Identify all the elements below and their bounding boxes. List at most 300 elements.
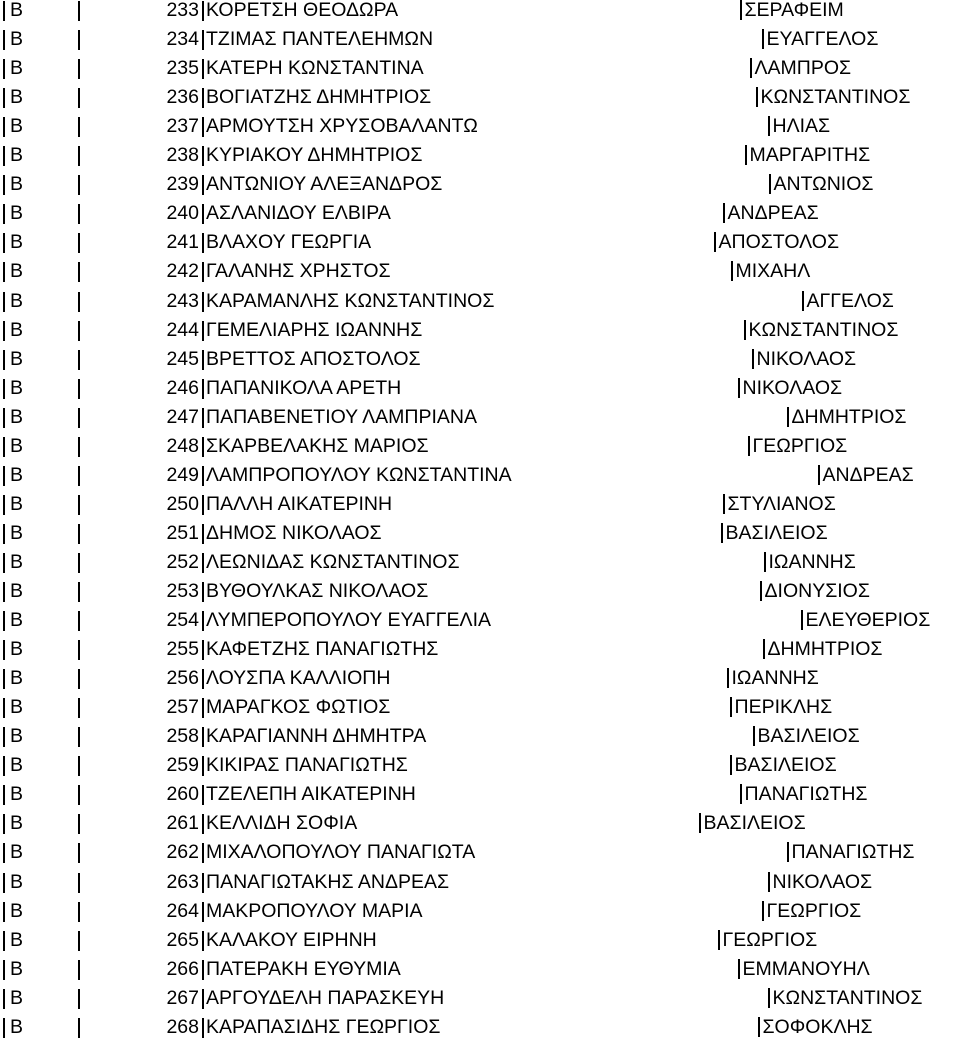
cell-separator bbox=[769, 174, 771, 194]
number-cell: 251 bbox=[166, 521, 199, 544]
father-name-cell bbox=[768, 868, 872, 897]
father-name-cell bbox=[738, 374, 842, 403]
table-row bbox=[0, 751, 960, 780]
name-cell: ΛΟΥΣΠΑ ΚΑΛΛΙΟΠΗ bbox=[206, 667, 391, 690]
table-row bbox=[0, 257, 960, 286]
cell-separator bbox=[202, 408, 204, 428]
cell-separator bbox=[78, 582, 80, 602]
cell-separator bbox=[78, 175, 80, 195]
class-cell: Β bbox=[10, 986, 24, 1009]
cell-separator bbox=[78, 902, 80, 922]
father-name-text: ΝΙΚΟΛΑΟΣ bbox=[772, 870, 873, 893]
name-cell: ΚΑΛΑΚΟΥ ΕΙΡΗΝΗ bbox=[206, 928, 377, 951]
table-row bbox=[0, 83, 960, 112]
cell-separator bbox=[78, 553, 80, 573]
cell-separator bbox=[78, 931, 80, 951]
class-cell: Β bbox=[10, 1015, 24, 1038]
cell-separator bbox=[787, 842, 789, 862]
number-cell: 250 bbox=[166, 492, 199, 515]
number-cell: 252 bbox=[166, 550, 199, 573]
class-cell: Β bbox=[10, 318, 24, 341]
cell-separator bbox=[78, 495, 80, 515]
father-name-cell bbox=[723, 199, 819, 228]
cell-separator bbox=[78, 960, 80, 980]
number-cell: 257 bbox=[166, 696, 199, 719]
cell-separator bbox=[3, 843, 5, 863]
number-cell: 263 bbox=[166, 870, 199, 893]
table-row bbox=[0, 1013, 960, 1042]
father-name-cell bbox=[731, 257, 810, 286]
cell-separator bbox=[202, 437, 204, 457]
cell-separator bbox=[753, 726, 755, 746]
father-name-text: ΚΩΝΣΤΑΝΤΙΝΟΣ bbox=[748, 318, 899, 341]
father-name-text: ΒΑΣΙΛΕΙΟΣ bbox=[725, 521, 828, 544]
table-row bbox=[0, 693, 960, 722]
table-row bbox=[0, 635, 960, 664]
class-cell: Β bbox=[10, 667, 24, 690]
cell-separator bbox=[748, 436, 750, 456]
cell-separator bbox=[3, 146, 5, 166]
cell-separator bbox=[202, 756, 204, 776]
number-cell: 253 bbox=[166, 580, 199, 602]
name-cell: ΚΥΡΙΑΚΟΥ ΔΗΜΗΤΡΙΟΣ bbox=[206, 144, 423, 167]
cell-separator bbox=[202, 553, 204, 573]
name-cell: ΚΑΦΕΤΖΗΣ ΠΑΝΑΓΙΩΤΗΣ bbox=[206, 638, 439, 661]
class-cell: Β bbox=[10, 260, 24, 283]
cell-separator bbox=[723, 494, 725, 514]
cell-separator bbox=[202, 175, 204, 195]
cell-separator bbox=[78, 466, 80, 486]
father-name-cell bbox=[758, 1013, 873, 1042]
cell-separator bbox=[768, 872, 770, 892]
cell-separator bbox=[78, 727, 80, 747]
number-cell: 258 bbox=[166, 725, 199, 748]
table-row bbox=[0, 664, 960, 693]
class-cell: Β bbox=[10, 115, 24, 138]
name-cell: ΠΑΝΑΓΙΩΤΑΚΗΣ ΑΝΔΡΕΑΣ bbox=[206, 870, 450, 893]
cell-separator bbox=[202, 582, 204, 602]
cell-separator bbox=[202, 30, 204, 50]
cell-separator bbox=[202, 902, 204, 922]
class-cell: Β bbox=[10, 0, 24, 21]
father-name-cell bbox=[721, 519, 828, 548]
father-name-cell bbox=[730, 751, 837, 780]
father-name-cell bbox=[718, 926, 817, 955]
name-cell: ΑΡΜΟΥΤΣΗ ΧΡΥΣΟΒΑΛΑΝΤΩ bbox=[206, 115, 478, 138]
cell-separator bbox=[760, 581, 762, 601]
cell-separator bbox=[818, 465, 820, 485]
table-row bbox=[0, 577, 960, 606]
father-name-cell bbox=[787, 403, 907, 432]
cell-separator bbox=[3, 989, 5, 1009]
cell-separator bbox=[3, 727, 5, 747]
cell-separator bbox=[3, 292, 5, 312]
cell-separator bbox=[78, 1018, 80, 1038]
cell-separator bbox=[740, 784, 742, 804]
table-row bbox=[0, 838, 960, 867]
cell-separator bbox=[202, 640, 204, 660]
cell-separator bbox=[3, 1018, 5, 1038]
name-cell: ΤΖΙΜΑΣ ΠΑΝΤΕΛΕΗΜΩΝ bbox=[206, 28, 434, 51]
cell-separator bbox=[202, 292, 204, 312]
cell-separator bbox=[3, 611, 5, 631]
number-cell: 245 bbox=[166, 347, 199, 370]
table-row bbox=[0, 722, 960, 751]
number-cell: 267 bbox=[166, 986, 199, 1009]
cell-separator bbox=[745, 145, 747, 165]
cell-separator bbox=[730, 697, 732, 717]
cell-separator bbox=[78, 669, 80, 689]
class-cell: Β bbox=[10, 376, 24, 399]
class-cell: Β bbox=[10, 580, 24, 602]
father-name-cell bbox=[762, 897, 861, 926]
cell-separator bbox=[3, 960, 5, 980]
cell-separator bbox=[787, 407, 789, 427]
class-cell: Β bbox=[10, 783, 24, 806]
father-name-cell bbox=[763, 635, 883, 664]
cell-separator bbox=[3, 785, 5, 805]
class-cell: Β bbox=[10, 347, 24, 370]
cell-separator bbox=[78, 1, 80, 21]
father-name-text: ΑΝΔΡΕΑΣ bbox=[822, 463, 914, 486]
class-cell: Β bbox=[10, 725, 24, 748]
father-name-text: ΓΕΩΡΓΙΟΣ bbox=[752, 434, 848, 457]
class-cell: Β bbox=[10, 754, 24, 777]
table-row bbox=[0, 287, 960, 316]
table-row bbox=[0, 926, 960, 955]
name-cell: ΠΑΠΑΒΕΝΕΤΙΟΥ ΛΑΜΠΡΙΑΝΑ bbox=[206, 405, 478, 428]
table-row bbox=[0, 0, 960, 25]
cell-separator bbox=[718, 930, 720, 950]
cell-separator bbox=[3, 233, 5, 253]
father-name-cell bbox=[762, 25, 878, 54]
number-cell: 243 bbox=[166, 289, 199, 312]
father-name-text: ΑΝΔΡΕΑΣ bbox=[727, 202, 819, 225]
cell-separator bbox=[738, 378, 740, 398]
cell-separator bbox=[3, 756, 5, 776]
cell-separator bbox=[78, 379, 80, 399]
cell-separator bbox=[202, 350, 204, 370]
class-cell: Β bbox=[10, 202, 24, 225]
cell-separator bbox=[3, 59, 5, 79]
father-name-text: ΑΝΤΩΝΙΟΣ bbox=[773, 173, 874, 196]
cell-separator bbox=[714, 232, 716, 252]
table-row bbox=[0, 199, 960, 228]
cell-separator bbox=[202, 785, 204, 805]
father-name-text: ΒΑΣΙΛΕΙΟΣ bbox=[757, 725, 860, 748]
cell-separator bbox=[3, 669, 5, 689]
number-cell: 233 bbox=[166, 0, 199, 21]
father-name-text: ΚΩΝΣΤΑΝΤΙΝΟΣ bbox=[760, 86, 911, 109]
father-name-cell bbox=[730, 693, 832, 722]
cell-separator bbox=[202, 117, 204, 137]
cell-separator bbox=[762, 29, 764, 49]
cell-separator bbox=[202, 931, 204, 951]
cell-separator bbox=[202, 466, 204, 486]
father-name-cell bbox=[756, 83, 910, 112]
cell-separator bbox=[202, 669, 204, 689]
cell-separator bbox=[699, 813, 701, 833]
father-name-cell bbox=[768, 984, 922, 1013]
father-name-text: ΗΛΙΑΣ bbox=[772, 115, 831, 138]
name-cell: ΚΑΡΑΜΑΝΛΗΣ ΚΩΝΣΤΑΝΤΙΝΟΣ bbox=[206, 289, 495, 312]
class-cell: Β bbox=[10, 550, 24, 573]
number-cell: 259 bbox=[166, 754, 199, 777]
name-cell: ΛΑΜΠΡΟΠΟΥΛΟΥ ΚΩΝΣΤΑΝΤΙΝΑ bbox=[206, 463, 512, 486]
number-cell: 235 bbox=[166, 57, 199, 80]
cell-separator bbox=[3, 379, 5, 399]
cell-separator bbox=[3, 175, 5, 195]
cell-separator bbox=[78, 873, 80, 893]
father-name-text: ΣΤΥΛΙΑΝΟΣ bbox=[727, 492, 836, 515]
cell-separator bbox=[764, 552, 766, 572]
cell-separator bbox=[78, 146, 80, 166]
cell-separator bbox=[78, 640, 80, 660]
cell-separator bbox=[3, 321, 5, 341]
number-cell: 261 bbox=[166, 812, 199, 835]
table-row bbox=[0, 403, 960, 432]
cell-separator bbox=[762, 901, 764, 921]
cell-separator bbox=[78, 989, 80, 1009]
name-cell: ΑΡΓΟΥΔΕΛΗ ΠΑΡΑΣΚΕΥΗ bbox=[206, 986, 445, 1009]
cell-separator bbox=[78, 814, 80, 834]
father-name-text: ΔΙΟΝΥΣΙΟΣ bbox=[764, 580, 870, 602]
father-name-text: ΔΗΜΗΤΡΙΟΣ bbox=[767, 638, 883, 661]
father-name-text: ΠΑΝΑΓΙΩΤΗΣ bbox=[791, 841, 915, 864]
name-cell: ΠΑΠΑΝΙΚΟΛΑ ΑΡΕΤΗ bbox=[206, 376, 402, 399]
class-cell: Β bbox=[10, 812, 24, 835]
table-row bbox=[0, 54, 960, 83]
cell-separator bbox=[3, 931, 5, 951]
cell-separator bbox=[3, 437, 5, 457]
father-name-text: ΓΕΩΡΓΙΟΣ bbox=[722, 928, 818, 951]
father-name-text: ΠΕΡΙΚΛΗΣ bbox=[734, 696, 833, 719]
cell-separator bbox=[727, 668, 729, 688]
father-name-cell bbox=[769, 170, 873, 199]
cell-separator bbox=[768, 116, 770, 136]
table-row bbox=[0, 432, 960, 461]
table-row bbox=[0, 809, 960, 838]
father-name-cell bbox=[818, 461, 914, 490]
number-cell: 265 bbox=[166, 928, 199, 951]
number-cell: 256 bbox=[166, 667, 199, 690]
cell-separator bbox=[801, 610, 803, 630]
name-cell: ΜΑΡΑΓΚΟΣ ΦΩΤΙΟΣ bbox=[206, 696, 391, 719]
number-cell: 236 bbox=[166, 86, 199, 109]
cell-separator bbox=[723, 203, 725, 223]
cell-separator bbox=[731, 261, 733, 281]
father-name-text: ΠΑΝΑΓΙΩΤΗΣ bbox=[744, 783, 868, 806]
cell-separator bbox=[3, 262, 5, 282]
cell-separator bbox=[3, 350, 5, 370]
cell-separator bbox=[3, 1, 5, 21]
cell-separator bbox=[78, 204, 80, 224]
class-cell: Β bbox=[10, 521, 24, 544]
number-cell: 248 bbox=[166, 434, 199, 457]
cell-separator bbox=[202, 814, 204, 834]
number-cell: 246 bbox=[166, 376, 199, 399]
cell-separator bbox=[202, 321, 204, 341]
class-cell: Β bbox=[10, 463, 24, 486]
cell-separator bbox=[756, 87, 758, 107]
class-cell: Β bbox=[10, 957, 24, 980]
class-cell: Β bbox=[10, 638, 24, 661]
father-name-text: ΕΥΑΓΓΕΛΟΣ bbox=[766, 28, 879, 51]
cell-separator bbox=[78, 756, 80, 776]
cell-separator bbox=[202, 262, 204, 282]
cell-separator bbox=[3, 814, 5, 834]
cell-separator bbox=[78, 698, 80, 718]
father-name-cell bbox=[740, 780, 867, 809]
cell-separator bbox=[202, 960, 204, 980]
cell-separator bbox=[202, 59, 204, 79]
table-row bbox=[0, 897, 960, 926]
name-cell: ΚΕΛΛΙΔΗ ΣΟΦΙΑ bbox=[206, 812, 358, 835]
cell-separator bbox=[78, 233, 80, 253]
father-name-text: ΙΩΑΝΝΗΣ bbox=[731, 667, 819, 690]
father-name-cell bbox=[745, 141, 870, 170]
table-row bbox=[0, 955, 960, 984]
cell-separator bbox=[750, 58, 752, 78]
class-cell: Β bbox=[10, 492, 24, 515]
cell-separator bbox=[78, 262, 80, 282]
cell-separator bbox=[3, 408, 5, 428]
table-row bbox=[0, 141, 960, 170]
number-cell: 268 bbox=[166, 1015, 199, 1038]
father-name-cell bbox=[768, 112, 830, 141]
cell-separator bbox=[738, 959, 740, 979]
cell-separator bbox=[202, 88, 204, 108]
cell-separator bbox=[3, 495, 5, 515]
father-name-text: ΝΙΚΟΛΑΟΣ bbox=[756, 347, 857, 370]
name-cell: ΒΥΘΟΥΛΚΑΣ ΝΙΚΟΛΑΟΣ bbox=[206, 580, 429, 602]
father-name-cell bbox=[764, 548, 856, 577]
cell-separator bbox=[202, 727, 204, 747]
cell-separator bbox=[202, 843, 204, 863]
cell-separator bbox=[202, 146, 204, 166]
cell-separator bbox=[721, 523, 723, 543]
cell-separator bbox=[78, 321, 80, 341]
table-row bbox=[0, 170, 960, 199]
father-name-text: ΑΠΟΣΤΟΛΟΣ bbox=[718, 231, 840, 254]
name-cell: ΔΗΜΟΣ ΝΙΚΟΛΑΟΣ bbox=[206, 521, 382, 544]
name-cell: ΓΕΜΕΛΙΑΡΗΣ ΙΩΑΝΝΗΣ bbox=[206, 318, 423, 341]
number-cell: 240 bbox=[166, 202, 199, 225]
cell-separator bbox=[78, 408, 80, 428]
name-cell: ΚΙΚΙΡΑΣ ΠΑΝΑΓΙΩΤΗΣ bbox=[206, 754, 408, 777]
cell-separator bbox=[763, 639, 765, 659]
cell-separator bbox=[78, 524, 80, 544]
cell-separator bbox=[202, 698, 204, 718]
father-name-text: ΔΗΜΗΤΡΙΟΣ bbox=[791, 405, 907, 428]
cell-separator bbox=[768, 988, 770, 1008]
class-cell: Β bbox=[10, 696, 24, 719]
cell-separator bbox=[202, 379, 204, 399]
cell-separator bbox=[202, 873, 204, 893]
number-cell: 238 bbox=[166, 144, 199, 167]
number-cell: 234 bbox=[166, 28, 199, 51]
class-cell: Β bbox=[10, 405, 24, 428]
class-cell: Β bbox=[10, 231, 24, 254]
name-cell: ΚΑΡΑΓΙΑΝΝΗ ΔΗΜΗΤΡΑ bbox=[206, 725, 427, 748]
cell-separator bbox=[3, 902, 5, 922]
name-cell: ΠΑΛΛΗ ΑΙΚΑΤΕΡΙΝΗ bbox=[206, 492, 393, 515]
number-cell: 241 bbox=[166, 231, 199, 254]
cell-separator bbox=[740, 0, 742, 20]
table-row bbox=[0, 316, 960, 345]
number-cell: 266 bbox=[166, 957, 199, 980]
table-row bbox=[0, 461, 960, 490]
table-row bbox=[0, 490, 960, 519]
table-row bbox=[0, 519, 960, 548]
cell-separator bbox=[3, 640, 5, 660]
cell-separator bbox=[802, 291, 804, 311]
father-name-text: ΒΑΣΙΛΕΙΟΣ bbox=[734, 754, 837, 777]
number-cell: 244 bbox=[166, 318, 199, 341]
father-name-cell bbox=[744, 316, 898, 345]
table-row bbox=[0, 374, 960, 403]
table-row bbox=[0, 345, 960, 374]
cell-separator bbox=[202, 989, 204, 1009]
cell-separator bbox=[3, 88, 5, 108]
name-cell: ΜΙΧΑΛΟΠΟΥΛΟΥ ΠΑΝΑΓΙΩΤΑ bbox=[206, 841, 476, 864]
father-name-text: ΙΩΑΝΝΗΣ bbox=[768, 550, 856, 573]
class-cell: Β bbox=[10, 434, 24, 457]
cell-separator bbox=[202, 233, 204, 253]
father-name-text: ΕΛΕΥΘΕΡΙΟΣ bbox=[805, 609, 931, 632]
father-name-text: ΛΑΜΠΡΟΣ bbox=[754, 57, 852, 80]
father-name-text: ΜΙΧΑΗΛ bbox=[735, 260, 811, 283]
cell-separator bbox=[202, 524, 204, 544]
cell-separator bbox=[3, 524, 5, 544]
father-name-cell bbox=[748, 432, 847, 461]
cell-separator bbox=[78, 88, 80, 108]
class-cell: Β bbox=[10, 289, 24, 312]
cell-separator bbox=[202, 1018, 204, 1038]
class-cell: Β bbox=[10, 928, 24, 951]
class-cell: Β bbox=[10, 609, 24, 632]
cell-separator bbox=[78, 437, 80, 457]
father-name-text: ΝΙΚΟΛΑΟΣ bbox=[742, 376, 843, 399]
table-row bbox=[0, 228, 960, 257]
father-name-cell bbox=[753, 722, 860, 751]
name-cell: ΠΑΤΕΡΑΚΗ ΕΥΘΥΜΙΑ bbox=[206, 957, 401, 980]
cell-separator bbox=[202, 495, 204, 515]
table-row bbox=[0, 780, 960, 809]
number-cell: 255 bbox=[166, 638, 199, 661]
number-cell: 237 bbox=[166, 115, 199, 138]
name-cell: ΓΑΛΑΝΗΣ ΧΡΗΣΤΟΣ bbox=[206, 260, 391, 283]
name-cell: ΒΟΓΙΑΤΖΗΣ ΔΗΜΗΤΡΙΟΣ bbox=[206, 86, 432, 109]
father-name-cell bbox=[752, 345, 856, 374]
father-name-cell bbox=[727, 664, 819, 693]
cell-separator bbox=[202, 1, 204, 21]
father-name-cell bbox=[723, 490, 836, 519]
cell-separator bbox=[78, 843, 80, 863]
name-cell: ΚΑΤΕΡΗ ΚΩΝΣΤΑΝΤΙΝΑ bbox=[206, 57, 424, 80]
cell-separator bbox=[744, 320, 746, 340]
number-cell: 254 bbox=[166, 609, 199, 632]
table-row bbox=[0, 868, 960, 897]
father-name-cell bbox=[760, 577, 870, 606]
cell-separator bbox=[202, 611, 204, 631]
cell-separator bbox=[3, 204, 5, 224]
father-name-cell bbox=[699, 809, 806, 838]
table-row bbox=[0, 112, 960, 141]
father-name-cell bbox=[750, 54, 851, 83]
class-cell: Β bbox=[10, 86, 24, 109]
cell-separator bbox=[78, 117, 80, 137]
